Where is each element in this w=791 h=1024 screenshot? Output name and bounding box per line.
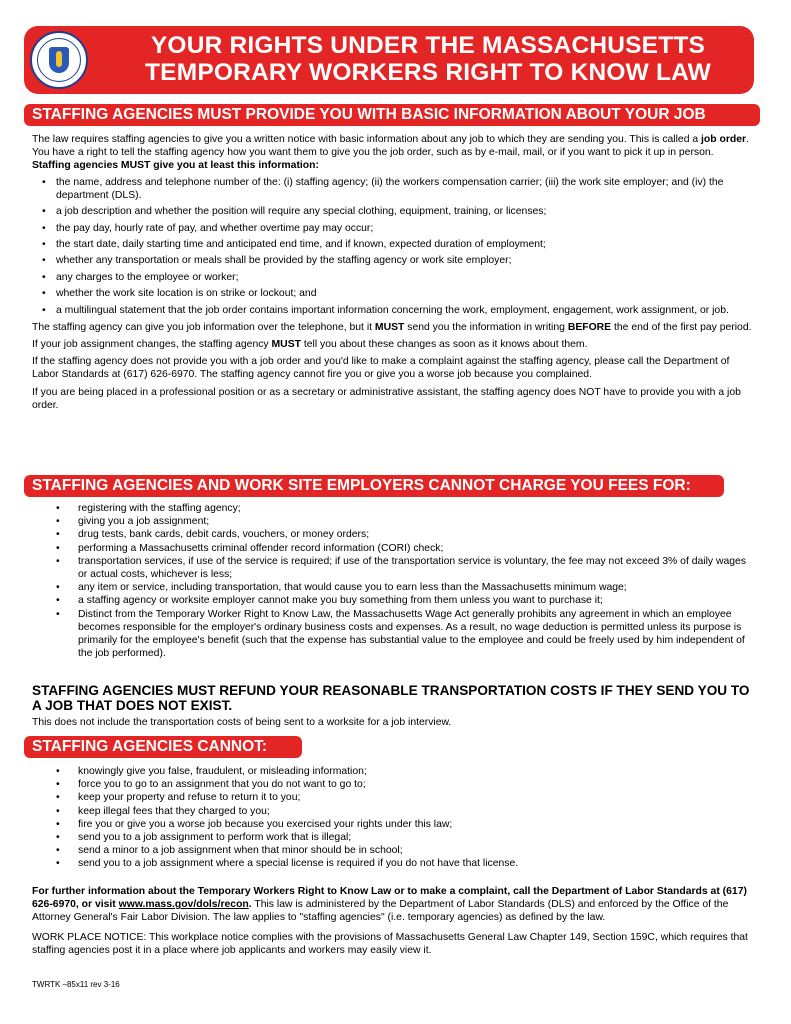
list-item: • any item or service, including transportation, that would cause you to earn less than the Massachusetts minimum wage;: [32, 581, 754, 594]
list-item: • send a minor to a job assignment when that minor should be in school;: [32, 844, 754, 857]
list-item: • the start date, daily starting time and anticipated end time, and if known, expected duration of employment;: [32, 238, 754, 251]
list-item: • knowingly give you false, fraudulent, or misleading information;: [32, 765, 754, 778]
list-item: • keep illegal fees that they charged to you;: [32, 805, 754, 818]
further-info: [32, 885, 754, 957]
list-item: • send you to a job assignment to perform work that is illegal;: [32, 831, 754, 844]
further-text-3: This law is administered by the Department of Labor Standards (DLS) and enforced by the Office of the Attorney General's Fair Labor Division. The law applies to "staffing agencies" (i.e. temporary agencies) as defined by the law.: [32, 899, 729, 924]
para-change: [32, 338, 754, 351]
title-line-1: YOUR RIGHTS UNDER THE MASSACHUSETTS: [150, 32, 706, 59]
section2-heading: STAFFING AGENCIES AND WORK SITE EMPLOYERS CANNOT CHARGE YOU FEES FOR:: [24, 475, 724, 497]
list-item: • registering with the staffing agency;: [32, 502, 754, 515]
list-item: • a job description and whether the position will require any special clothing, equipment, training, or licenses;: [32, 205, 754, 218]
list-item: • a staffing agency or worksite employer cannot make you buy something from them unless you want to purchase it;: [32, 594, 754, 607]
para-professional: If you are being placed in a professional position or as a secretary or administrative assistant, the staffing agency does NOT have to provide you with a job order.: [32, 386, 741, 411]
page-title: [108, 32, 748, 86]
fees-list: [32, 502, 754, 660]
change-must: MUST: [271, 338, 301, 350]
list-item: • the name, address and telephone number of the: (i) staffing agency; (ii) the workers compensation carrier; (iii) the work site employer; and (iv) the department (DLS).: [32, 176, 754, 202]
list-item: • a multilingual statement that the job order contains important information concerning the work, employment, engagement, work assignment, or job.: [32, 304, 754, 317]
phone-text-3: send you the information in writing: [404, 321, 568, 333]
workplace-notice: WORK PLACE NOTICE: This workplace notice complies with the provisions of Massachusetts General Law Chapter 149, Section 159C, which requires that staffing agencies post it in a place where job applicants and workers may easily view it.: [32, 931, 748, 956]
para-phone: [32, 321, 754, 334]
further-text-2: .: [248, 899, 252, 911]
change-text-3: tell you about these changes as soon as it knows about them.: [300, 338, 588, 350]
list-item: • send you to a job assignment where a special license is required if you do not have that license.: [32, 857, 754, 870]
list-item: • any charges to the employee or worker;: [32, 271, 754, 284]
list-item: • giving you a job assignment;: [32, 515, 754, 528]
further-paragraph: [32, 885, 754, 925]
list-item: • force you to go to an assignment that you do not want to go to;: [32, 778, 754, 791]
list-item: • fire you or give you a worse job because you exercised your rights under this law;: [32, 818, 754, 831]
phone-text-1: The staffing agency can give you job information over the telephone, but it: [32, 321, 375, 333]
refund-note: This does not include the transportation costs of being sent to a worksite for a job interview.: [32, 717, 452, 728]
seal-figure: [56, 51, 62, 67]
section2-body: [32, 502, 754, 660]
intro-must: MUST: [120, 160, 151, 172]
list-item: • performing a Massachusetts criminal offender record information (CORI) check;: [32, 542, 754, 555]
job-info-list: [32, 176, 754, 317]
list-item: • drug tests, bank cards, debit cards, vouchers, or money orders;: [32, 528, 754, 541]
refund-heading: STAFFING AGENCIES MUST REFUND YOUR REASONABLE TRANSPORTATION COSTS IF THEY SEND YOU TO A JOB THAT DOES NOT EXIST.: [32, 683, 750, 713]
section1-intro: [32, 133, 754, 173]
dols-website-link[interactable]: www.mass.gov/dols/recon: [118, 899, 249, 911]
intro-job-order: job order: [701, 134, 747, 145]
cannot-list: [32, 765, 754, 871]
intro-text-1: The law requires staffing agencies to give you a written notice with basic information about any job to which they are sending you. This is called a: [32, 134, 702, 145]
list-item: • whether the work site location is on strike or lockout; and: [32, 287, 754, 300]
intro-text-3: . You have a right to tell the staffing agency how you want them to give you the job order, such as by e-mail, mail, or if you want to pick it up in person.: [32, 134, 749, 159]
section3-heading: STAFFING AGENCIES CANNOT:: [24, 736, 302, 758]
para-complaint: If the staffing agency does not provide you with a job order and you'd like to make a complaint against the staffing agency, please call the Department of Labor Standards at (617) 626-6970. The staffing agency cannot fire you or give you a worse job because you complained.: [32, 356, 730, 381]
phone-text-5: the end of the first pay period.: [611, 321, 752, 333]
phone-before: BEFORE: [567, 321, 612, 333]
list-item: • transportation services, if use of the service is required; if use of the transportation service is voluntary, the fee may not exceed 3% of daily wages or actual costs, whichever is less;: [32, 555, 754, 581]
list-item: • keep your property and refuse to return it to you;: [32, 791, 754, 804]
title-line-2: TEMPORARY WORKERS RIGHT TO KNOW LAW: [145, 59, 711, 86]
phone-must: MUST: [374, 321, 405, 333]
list-item: • the pay day, hourly rate of pay, and whether overtime pay may occur;: [32, 222, 754, 235]
section1-body: [32, 133, 754, 412]
massachusetts-seal-icon: [30, 31, 88, 89]
list-item: • whether any transportation or meals shall be provided by the staffing agency or work site employer;: [32, 254, 754, 267]
intro-text-6: give you at least this information:: [150, 160, 319, 172]
further-text-1: For further information about the Temporary Workers Right to Know Law or to make a complaint, call the Department of Labor Standards at (617) 626-6970, or visit: [32, 886, 747, 911]
list-item: • Distinct from the Temporary Worker Right to Know Law, the Massachusetts Wage Act generally prohibits any agreement in which an employee becomes responsible for the employer's ordinary business costs and expenses. As a result, no wage deduction is permitted unless its purpose is primarily for the employee's benefit (such that the expense has substantial value to the employee and could be freely used by him independent of the job performed).: [32, 608, 754, 661]
section1-heading: STAFFING AGENCIES MUST PROVIDE YOU WITH BASIC INFORMATION ABOUT YOUR JOB: [24, 104, 760, 126]
form-id: TWRTK –85x11 rev 3-16: [32, 980, 120, 989]
section3-body: [32, 765, 754, 871]
change-text-1: If your job assignment changes, the staffing agency: [32, 338, 272, 350]
intro-text-4: Staffing agencies: [32, 160, 121, 172]
